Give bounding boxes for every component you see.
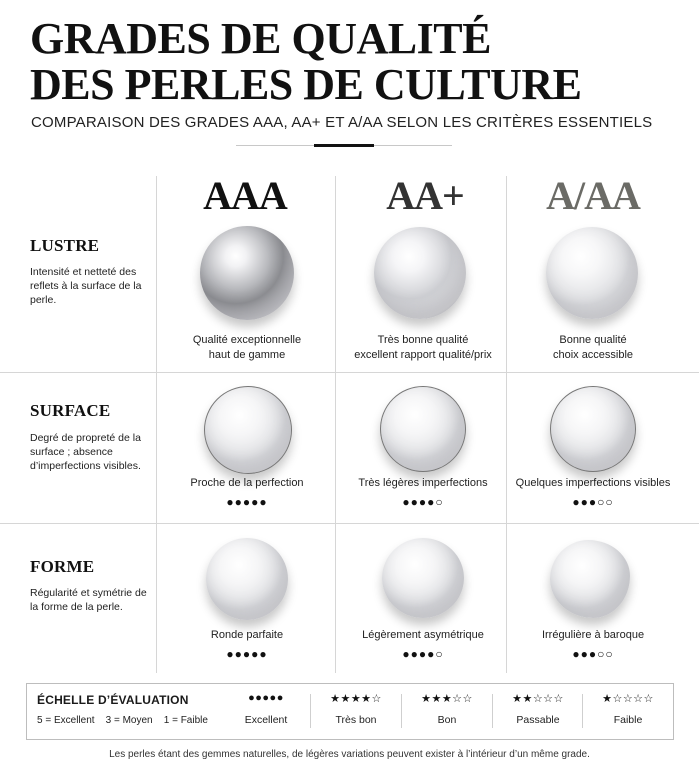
grid-line-vertical bbox=[156, 176, 157, 673]
page-title bbox=[30, 16, 582, 108]
rating-dots-forme-aa-plus: ●●●●○ bbox=[402, 647, 444, 661]
pearl-image-surface-aa-plus bbox=[380, 386, 466, 472]
rating-dots-surface-aa-plus: ●●●●○ bbox=[402, 495, 444, 509]
scale-level-excellent bbox=[221, 692, 311, 726]
scale-level-passable bbox=[493, 692, 583, 726]
title-line-1: GRADES DE QUALITÉ bbox=[30, 14, 491, 63]
scale-level-faible bbox=[583, 692, 673, 726]
rating-dots-surface-a-aa: ●●●○○ bbox=[572, 495, 614, 509]
scale-label: Très bon bbox=[335, 714, 377, 726]
rating-scale-box bbox=[26, 683, 674, 740]
caption-lustre-a-aa bbox=[508, 333, 678, 363]
grid-line-vertical bbox=[335, 176, 336, 673]
scale-stars: ●●●●● bbox=[248, 692, 284, 704]
caption-forme-aaa: Ronde parfaite bbox=[210, 629, 284, 641]
grid-line-horizontal bbox=[0, 523, 699, 524]
rating-dots-forme-a-aa: ●●●○○ bbox=[572, 647, 614, 661]
scale-label: Faible bbox=[613, 714, 643, 726]
title-divider bbox=[236, 145, 452, 146]
scale-stars: ★★☆☆☆ bbox=[512, 693, 564, 705]
scale-stars: ★★★☆☆ bbox=[421, 693, 473, 705]
caption-forme-a-aa: Irrégulière à baroque bbox=[541, 629, 645, 641]
scale-label: Bon bbox=[437, 714, 457, 726]
pearl-image-forme-a-aa bbox=[550, 540, 630, 618]
grade-header-aaa: AAA bbox=[203, 173, 287, 218]
row-description-lustre: Intensité et netteté des reflets à la surface de la perle. bbox=[30, 266, 142, 306]
row-description-surface: Degré de propreté de la surface ; absence d’imperfections visibles. bbox=[30, 432, 141, 472]
pearl-image-forme-aaa bbox=[206, 538, 288, 620]
pearl-image-lustre-aaa bbox=[200, 226, 294, 320]
caption-forme-aa-plus: Légèrement asymétrique bbox=[362, 629, 484, 641]
caption-surface-aa-plus: Très légères imperfections bbox=[358, 477, 488, 489]
caption-lustre-aa-plus bbox=[338, 333, 508, 363]
caption-line: haut de gamme bbox=[208, 349, 286, 361]
pearl-image-forme-aa-plus bbox=[382, 538, 464, 618]
caption-surface-aaa: Proche de la perfection bbox=[190, 477, 304, 489]
scale-title: ÉCHELLE D’ÉVALUATION bbox=[37, 693, 189, 707]
scale-legend: 5 = Excellent 3 = Moyen 1 = Faible bbox=[37, 715, 208, 726]
scale-label: Passable bbox=[516, 714, 560, 726]
scale-level-tres-bon bbox=[311, 692, 401, 726]
caption-line: Très bonne qualité bbox=[377, 334, 469, 346]
page-subtitle: COMPARAISON DES GRADES AAA, AA+ ET A/AA SELON LES CRITÈRES ESSENTIELS bbox=[31, 114, 653, 131]
scale-stars: ★☆☆☆☆ bbox=[602, 693, 654, 705]
pearl-image-surface-aaa bbox=[204, 386, 292, 474]
pearl-image-surface-a-aa bbox=[550, 386, 636, 472]
grade-header-aa-plus: AA+ bbox=[386, 173, 464, 218]
row-title-lustre: LUSTRE bbox=[30, 236, 100, 255]
grid-line-vertical bbox=[506, 176, 507, 673]
row-title-surface: SURFACE bbox=[30, 401, 111, 420]
caption-lustre-aaa bbox=[162, 333, 332, 363]
rating-dots-surface-aaa: ●●●●● bbox=[226, 495, 268, 509]
caption-line: Bonne qualité bbox=[559, 334, 627, 346]
pearl-image-lustre-a-aa bbox=[546, 227, 638, 319]
grid-line-horizontal bbox=[0, 372, 699, 373]
pearl-image-lustre-aa-plus bbox=[374, 227, 466, 319]
caption-line: Qualité exceptionnelle bbox=[192, 334, 302, 346]
scale-stars: ★★★★☆ bbox=[330, 693, 382, 705]
title-line-2: DES PERLES DE CULTURE bbox=[30, 60, 582, 109]
scale-level-bon bbox=[402, 692, 492, 726]
row-description-forme: Régularité et symétrie de la forme de la perle. bbox=[30, 587, 147, 613]
caption-line: choix accessible bbox=[552, 349, 634, 361]
row-title-forme: FORME bbox=[30, 557, 95, 576]
grade-header-a-aa: A/AA bbox=[546, 173, 640, 218]
rating-dots-forme-aaa: ●●●●● bbox=[226, 647, 268, 661]
scale-label: Excellent bbox=[244, 714, 288, 726]
caption-line: excellent rapport qualité/prix bbox=[354, 349, 492, 361]
caption-surface-a-aa: Quelques imperfections visibles bbox=[515, 477, 671, 489]
footnote: Les perles étant des gemmes naturelles, de légères variations peuvent exister à l’intérieur d’un même grade. bbox=[109, 749, 590, 760]
